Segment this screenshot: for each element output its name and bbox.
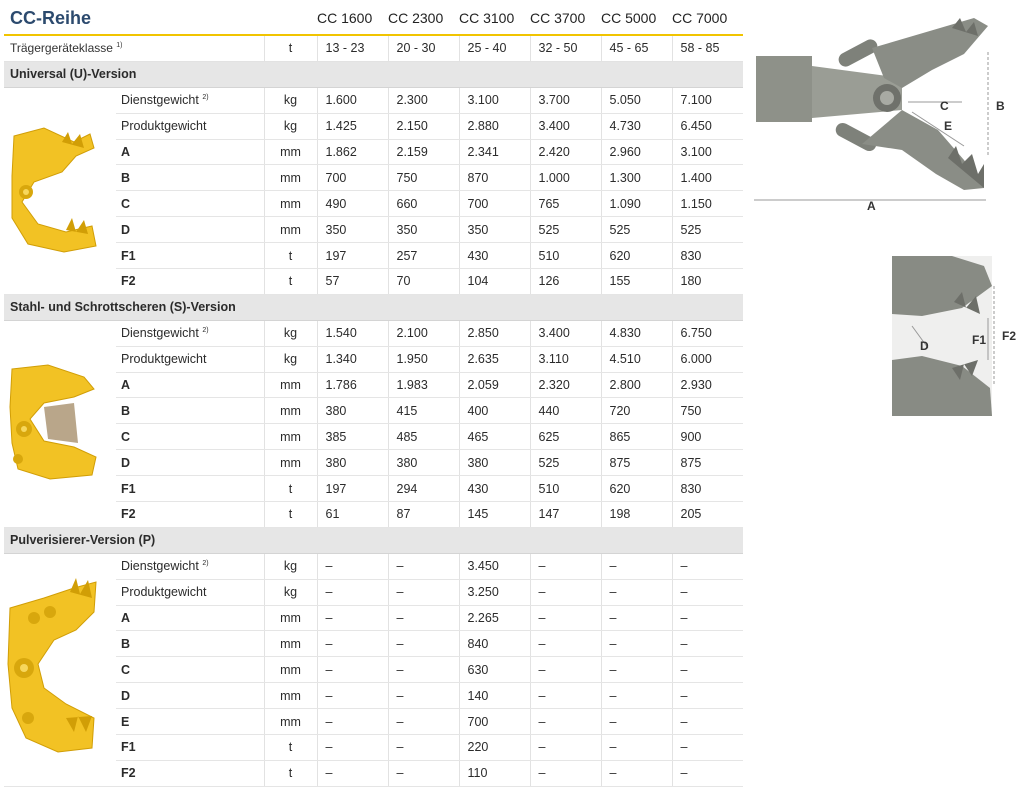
shear-machine-body (756, 18, 988, 190)
row-unit: mm (264, 372, 317, 398)
model-header: CC 3100 (459, 2, 530, 35)
header-row (4, 2, 743, 35)
section-header (4, 527, 743, 553)
row-label (116, 683, 264, 709)
value-cell: 1.950 (388, 346, 459, 372)
value-cell: – (317, 657, 388, 683)
dim-label-c: C (940, 99, 949, 113)
value-cell: 625 (530, 424, 601, 450)
value-cell: 7.100 (672, 87, 743, 113)
steel-shear-jaw-image (4, 347, 108, 497)
row-label (116, 709, 264, 735)
value-cell: 4.830 (601, 320, 672, 346)
value-cell: 2.300 (388, 87, 459, 113)
shear-dimension-diagram (752, 18, 1024, 218)
row-label (116, 657, 264, 683)
value-cell: 2.320 (530, 372, 601, 398)
row-label-text: D (121, 222, 131, 237)
table-row (4, 320, 743, 346)
force-label-f1: F1 (972, 333, 987, 347)
value-cell: 1.862 (317, 139, 388, 165)
row-label-text: D (121, 455, 131, 470)
row-label (116, 735, 264, 761)
carrier-class-label (4, 35, 264, 61)
value-cell: – (388, 709, 459, 735)
model-header: CC 5000 (601, 2, 672, 35)
row-unit: kg (264, 320, 317, 346)
value-cell: – (388, 760, 459, 786)
section-image-cell (4, 320, 116, 527)
value-cell: – (601, 579, 672, 605)
row-label-text: Produktgewicht (121, 119, 207, 134)
value-cell: – (530, 631, 601, 657)
value-cell: 485 (388, 424, 459, 450)
value-cell: – (601, 657, 672, 683)
value-cell: 865 (601, 424, 672, 450)
carrier-class-value: 20 - 30 (388, 35, 459, 61)
value-cell: 510 (530, 476, 601, 502)
value-cell: 2.420 (530, 139, 601, 165)
row-label-text: A (121, 378, 131, 393)
value-cell: 2.150 (388, 113, 459, 139)
section-title: Universal (U)-Version (4, 61, 743, 87)
row-unit: mm (264, 424, 317, 450)
value-cell: – (317, 605, 388, 631)
row-label (116, 320, 264, 346)
value-cell: 2.960 (601, 139, 672, 165)
section-title: Pulverisierer-Version (P) (4, 527, 743, 553)
row-unit: t (264, 502, 317, 528)
row-label-text: B (121, 403, 131, 418)
carrier-class-value: 45 - 65 (601, 35, 672, 61)
value-cell: 3.100 (672, 139, 743, 165)
value-cell: 2.850 (459, 320, 530, 346)
row-unit: t (264, 269, 317, 295)
footnote-marker: 1) (116, 42, 123, 50)
value-cell: – (388, 553, 459, 579)
value-cell: 380 (388, 450, 459, 476)
row-unit: mm (264, 709, 317, 735)
value-cell: 104 (459, 269, 530, 295)
value-cell: – (601, 709, 672, 735)
value-cell: 380 (317, 398, 388, 424)
jaw-force-diagram (892, 256, 1024, 416)
value-cell: – (672, 709, 743, 735)
value-cell: – (388, 735, 459, 761)
value-cell: 3.450 (459, 553, 530, 579)
row-unit: kg (264, 346, 317, 372)
value-cell: 1.300 (601, 165, 672, 191)
value-cell: – (317, 579, 388, 605)
value-cell: 720 (601, 398, 672, 424)
row-label-text: F2 (121, 766, 136, 781)
value-cell: – (672, 553, 743, 579)
value-cell: 140 (459, 683, 530, 709)
value-cell: 380 (459, 450, 530, 476)
value-cell: 1.150 (672, 191, 743, 217)
row-label-text: E (121, 714, 130, 729)
value-cell: 765 (530, 191, 601, 217)
model-header: CC 3700 (530, 2, 601, 35)
value-cell: 2.930 (672, 372, 743, 398)
row-unit: mm (264, 139, 317, 165)
value-cell: 2.341 (459, 139, 530, 165)
row-label-text: B (121, 170, 131, 185)
row-label-text: C (121, 429, 131, 444)
row-unit: kg (264, 553, 317, 579)
row-label-text: Dienstgewicht (121, 93, 199, 108)
value-cell: 3.100 (459, 87, 530, 113)
value-cell: 126 (530, 269, 601, 295)
value-cell: – (672, 605, 743, 631)
row-unit: mm (264, 398, 317, 424)
value-cell: 3.400 (530, 320, 601, 346)
section-title: Stahl- und Schrottscheren (S)-Version (4, 294, 743, 320)
model-header: CC 7000 (672, 2, 743, 35)
value-cell: – (530, 709, 601, 735)
value-cell: 830 (672, 243, 743, 269)
value-cell: 620 (601, 476, 672, 502)
value-cell: 294 (388, 476, 459, 502)
value-cell: 3.250 (459, 579, 530, 605)
row-label-text: F2 (121, 507, 136, 522)
value-cell: – (530, 553, 601, 579)
value-cell: – (317, 735, 388, 761)
carrier-class-value: 13 - 23 (317, 35, 388, 61)
value-cell: 525 (530, 217, 601, 243)
row-label (116, 476, 264, 502)
row-label-text: Dienstgewicht (121, 326, 199, 341)
value-cell: 870 (459, 165, 530, 191)
force-label-f2: F2 (1002, 329, 1017, 343)
row-label (116, 191, 264, 217)
value-cell: – (672, 735, 743, 761)
value-cell: 70 (388, 269, 459, 295)
value-cell: 6.000 (672, 346, 743, 372)
row-label (116, 372, 264, 398)
value-cell: – (672, 760, 743, 786)
value-cell: – (672, 657, 743, 683)
value-cell: 4.730 (601, 113, 672, 139)
row-label-text: Produktgewicht (121, 585, 207, 600)
dim-label-e: E (944, 119, 953, 133)
value-cell: – (672, 631, 743, 657)
value-cell: 87 (388, 502, 459, 528)
row-unit: mm (264, 631, 317, 657)
table-row (4, 87, 743, 113)
value-cell: – (601, 553, 672, 579)
row-label-text: B (121, 636, 131, 651)
row-unit: kg (264, 113, 317, 139)
value-cell: 430 (459, 243, 530, 269)
series-title: CC-Reihe (4, 2, 264, 35)
dim-label-d: D (920, 339, 929, 353)
value-cell: 5.050 (601, 87, 672, 113)
value-cell: 750 (388, 165, 459, 191)
carrier-class-value: 32 - 50 (530, 35, 601, 61)
spec-table (4, 2, 743, 787)
value-cell: – (530, 605, 601, 631)
value-cell: 875 (672, 450, 743, 476)
value-cell: 400 (459, 398, 530, 424)
row-label (116, 87, 264, 113)
value-cell: 1.400 (672, 165, 743, 191)
value-cell: 700 (459, 191, 530, 217)
value-cell: 525 (530, 450, 601, 476)
value-cell: 840 (459, 631, 530, 657)
row-label (116, 605, 264, 631)
value-cell: 145 (459, 502, 530, 528)
value-cell: 57 (317, 269, 388, 295)
row-label (116, 450, 264, 476)
value-cell: – (601, 631, 672, 657)
value-cell: 6.450 (672, 113, 743, 139)
row-label (116, 243, 264, 269)
value-cell: 155 (601, 269, 672, 295)
value-cell: – (388, 579, 459, 605)
value-cell: 700 (317, 165, 388, 191)
value-cell: 180 (672, 269, 743, 295)
universal-shear-jaw-image (4, 114, 108, 264)
row-label (116, 165, 264, 191)
table-row (4, 553, 743, 579)
value-cell: 220 (459, 735, 530, 761)
row-label-text: F1 (121, 740, 136, 755)
row-label (116, 269, 264, 295)
value-cell: 830 (672, 476, 743, 502)
value-cell: 510 (530, 243, 601, 269)
value-cell: 350 (317, 217, 388, 243)
value-cell: – (317, 631, 388, 657)
row-label (116, 631, 264, 657)
value-cell: – (317, 553, 388, 579)
model-header: CC 2300 (388, 2, 459, 35)
row-label-text: A (121, 145, 131, 159)
row-unit: kg (264, 579, 317, 605)
value-cell: 2.265 (459, 605, 530, 631)
row-label-text: D (121, 688, 131, 703)
value-cell: – (672, 579, 743, 605)
value-cell: 700 (459, 709, 530, 735)
value-cell: 875 (601, 450, 672, 476)
section-image-cell (4, 87, 116, 294)
value-cell: 197 (317, 243, 388, 269)
row-label (116, 760, 264, 786)
value-cell: 900 (672, 424, 743, 450)
row-unit: mm (264, 657, 317, 683)
value-cell: 660 (388, 191, 459, 217)
row-unit: mm (264, 165, 317, 191)
row-label (116, 424, 264, 450)
value-cell: 750 (672, 398, 743, 424)
value-cell: 2.880 (459, 113, 530, 139)
value-cell: 147 (530, 502, 601, 528)
dim-label-a: A (867, 199, 876, 213)
dim-label-b: B (996, 99, 1005, 113)
row-unit: mm (264, 605, 317, 631)
section-image-cell (4, 553, 116, 786)
value-cell: 525 (672, 217, 743, 243)
row-unit: kg (264, 87, 317, 113)
row-unit: t (264, 760, 317, 786)
value-cell: – (601, 760, 672, 786)
value-cell: 1.983 (388, 372, 459, 398)
value-cell: 1.786 (317, 372, 388, 398)
value-cell: 257 (388, 243, 459, 269)
value-cell: 350 (388, 217, 459, 243)
value-cell: – (388, 657, 459, 683)
footnote-marker: 2) (202, 327, 209, 335)
value-cell: 3.700 (530, 87, 601, 113)
value-cell: – (530, 657, 601, 683)
value-cell: – (530, 735, 601, 761)
value-cell: 4.510 (601, 346, 672, 372)
row-label-text: F2 (121, 274, 136, 289)
row-label-text: A (121, 611, 131, 626)
carrier-class-unit: t (264, 35, 317, 61)
section-header (4, 294, 743, 320)
row-label (116, 346, 264, 372)
row-label (116, 553, 264, 579)
value-cell: 465 (459, 424, 530, 450)
value-cell: – (601, 683, 672, 709)
carrier-class-value: 25 - 40 (459, 35, 530, 61)
value-cell: – (601, 735, 672, 761)
value-cell: 1.090 (601, 191, 672, 217)
row-unit: mm (264, 217, 317, 243)
row-label-text: C (121, 196, 131, 211)
carrier-class-value: 58 - 85 (672, 35, 743, 61)
pulverizer-jaw-image (4, 568, 108, 768)
row-label-text: Dienstgewicht (121, 559, 199, 574)
row-unit: t (264, 243, 317, 269)
value-cell: 2.100 (388, 320, 459, 346)
row-label (116, 502, 264, 528)
row-unit: t (264, 476, 317, 502)
value-cell: 490 (317, 191, 388, 217)
value-cell: 2.800 (601, 372, 672, 398)
value-cell: 1.340 (317, 346, 388, 372)
row-unit: t (264, 735, 317, 761)
value-cell: 2.635 (459, 346, 530, 372)
row-unit: mm (264, 450, 317, 476)
value-cell: 205 (672, 502, 743, 528)
row-label-text: F1 (121, 481, 136, 496)
value-cell: 385 (317, 424, 388, 450)
value-cell: 197 (317, 476, 388, 502)
value-cell: – (317, 683, 388, 709)
value-cell: 525 (601, 217, 672, 243)
value-cell: – (388, 631, 459, 657)
carrier-class-text: Trägergeräteklasse (10, 41, 113, 56)
value-cell: 380 (317, 450, 388, 476)
value-cell: 1.600 (317, 87, 388, 113)
value-cell: 1.540 (317, 320, 388, 346)
value-cell: – (530, 760, 601, 786)
row-unit: mm (264, 683, 317, 709)
row-label-text: Produktgewicht (121, 352, 207, 367)
value-cell: 430 (459, 476, 530, 502)
row-label-text: C (121, 662, 131, 677)
value-cell: – (388, 683, 459, 709)
value-cell: 630 (459, 657, 530, 683)
value-cell: 198 (601, 502, 672, 528)
value-cell: 620 (601, 243, 672, 269)
value-cell: 2.059 (459, 372, 530, 398)
value-cell: 6.750 (672, 320, 743, 346)
value-cell: 110 (459, 760, 530, 786)
value-cell: 3.110 (530, 346, 601, 372)
row-label (116, 139, 264, 165)
value-cell: 415 (388, 398, 459, 424)
value-cell: – (388, 605, 459, 631)
value-cell: – (530, 683, 601, 709)
row-unit: mm (264, 191, 317, 217)
value-cell: – (530, 579, 601, 605)
value-cell: – (672, 683, 743, 709)
row-label (116, 217, 264, 243)
value-cell: – (317, 760, 388, 786)
value-cell: – (317, 709, 388, 735)
value-cell: 1.000 (530, 165, 601, 191)
section-header (4, 61, 743, 87)
value-cell: 3.400 (530, 113, 601, 139)
footnote-marker: 2) (202, 560, 209, 568)
value-cell: – (601, 605, 672, 631)
value-cell: 61 (317, 502, 388, 528)
row-label (116, 398, 264, 424)
value-cell: 440 (530, 398, 601, 424)
row-label-text: F1 (121, 248, 136, 263)
footnote-marker: 2) (202, 94, 209, 102)
carrier-class-row (4, 35, 743, 61)
value-cell: 1.425 (317, 113, 388, 139)
value-cell: 2.159 (388, 139, 459, 165)
header-unit-spacer (264, 2, 317, 35)
row-label (116, 579, 264, 605)
model-header: CC 1600 (317, 2, 388, 35)
value-cell: 350 (459, 217, 530, 243)
row-label (116, 113, 264, 139)
